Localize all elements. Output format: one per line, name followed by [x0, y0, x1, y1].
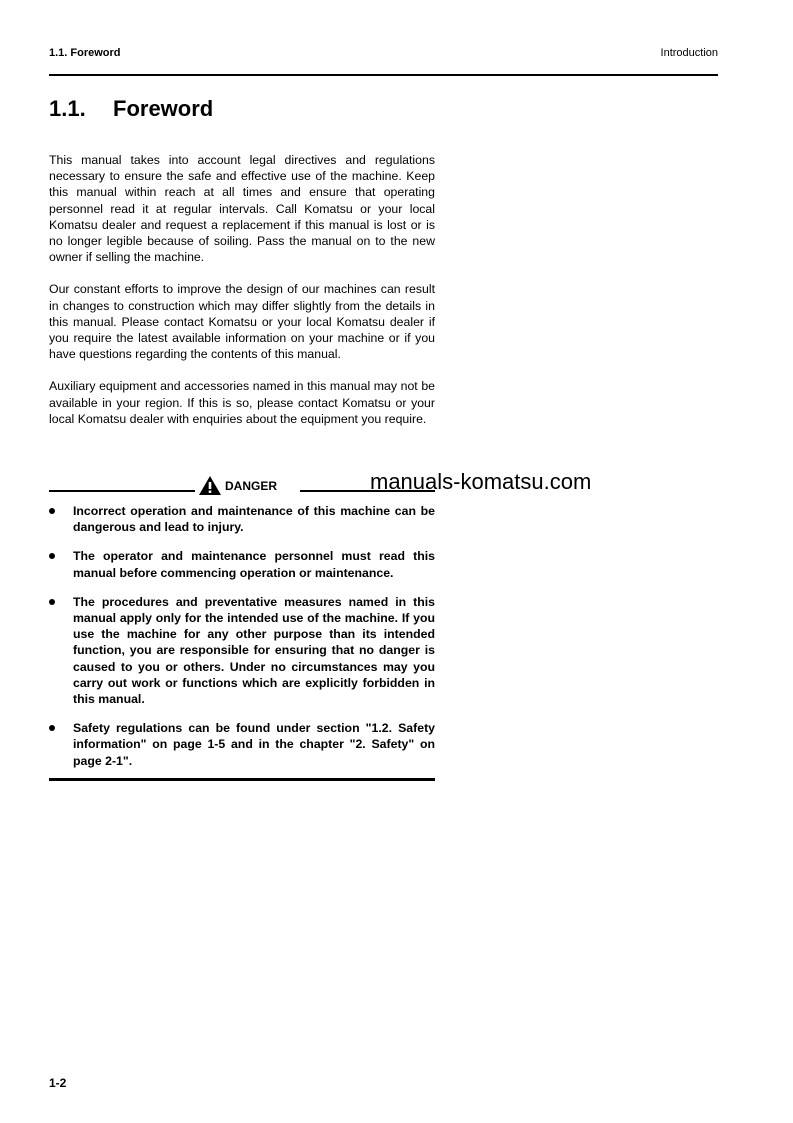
- warning-triangle-icon: [199, 476, 221, 495]
- danger-list: [49, 503, 435, 782]
- danger-label-group: [199, 476, 277, 495]
- bullet-icon: [49, 725, 55, 731]
- body-text: [49, 152, 435, 443]
- bullet-icon: [49, 508, 55, 514]
- header-divider: [49, 74, 718, 76]
- danger-item: The operator and maintenance personnel must read this manual before commencing operation or maintenance.: [49, 548, 435, 580]
- danger-item: Safety regulations can be found under section "1.2. Safety information" on page 1-5 and in the chapter "2. Safety" on page 2-1".: [49, 720, 435, 769]
- section-title: Foreword: [113, 96, 214, 121]
- section-number: 1.1.: [49, 96, 86, 121]
- paragraph: Our constant efforts to improve the design of our machines can result in changes to construction which may differ slightly from the details in this manual. Please contact Komatsu or your local Komatsu dealer if you require the latest available information on your machine or if you have questions regarding the contents of this manual.: [49, 282, 435, 362]
- danger-label: DANGER: [225, 478, 278, 493]
- page-title: [49, 96, 213, 122]
- bullet-icon: [49, 599, 55, 605]
- danger-rule-left: [49, 490, 195, 492]
- running-header-chapter: Introduction: [660, 47, 718, 59]
- watermark: manuals-komatsu.com: [370, 469, 592, 494]
- danger-end-rule: [49, 778, 435, 781]
- danger-item: Incorrect operation and maintenance of this machine can be dangerous and lead to injury.: [49, 503, 435, 535]
- page-number: 1-2: [49, 1076, 67, 1090]
- running-header-section: 1.1. Foreword: [49, 47, 121, 59]
- bullet-icon: [49, 553, 55, 559]
- danger-item: The procedures and preventative measures named in this manual apply only for the intended use of the machine. If you use the machine for any other purpose than its intended function, you are responsible for ensuring that no danger is caused to you or others. Under no circumstances may you carry out work or functions which are explicitly forbidden in this manual.: [49, 594, 435, 707]
- paragraph: Auxiliary equipment and accessories named in this manual may not be available in your region. If this is so, please contact Komatsu or your local Komatsu dealer with enquiries about the equipment you require.: [49, 379, 435, 426]
- paragraph: This manual takes into account legal directives and regulations necessary to ensure the safe and effective use of the machine. Keep this manual within reach at all times and ensure that operating personnel read it at regular intervals. Call Komatsu or your local Komatsu dealer and request a replacement if this manual is lost or is no longer legible because of soiling. Pass the manual on to the new owner if selling the machine.: [49, 153, 435, 265]
